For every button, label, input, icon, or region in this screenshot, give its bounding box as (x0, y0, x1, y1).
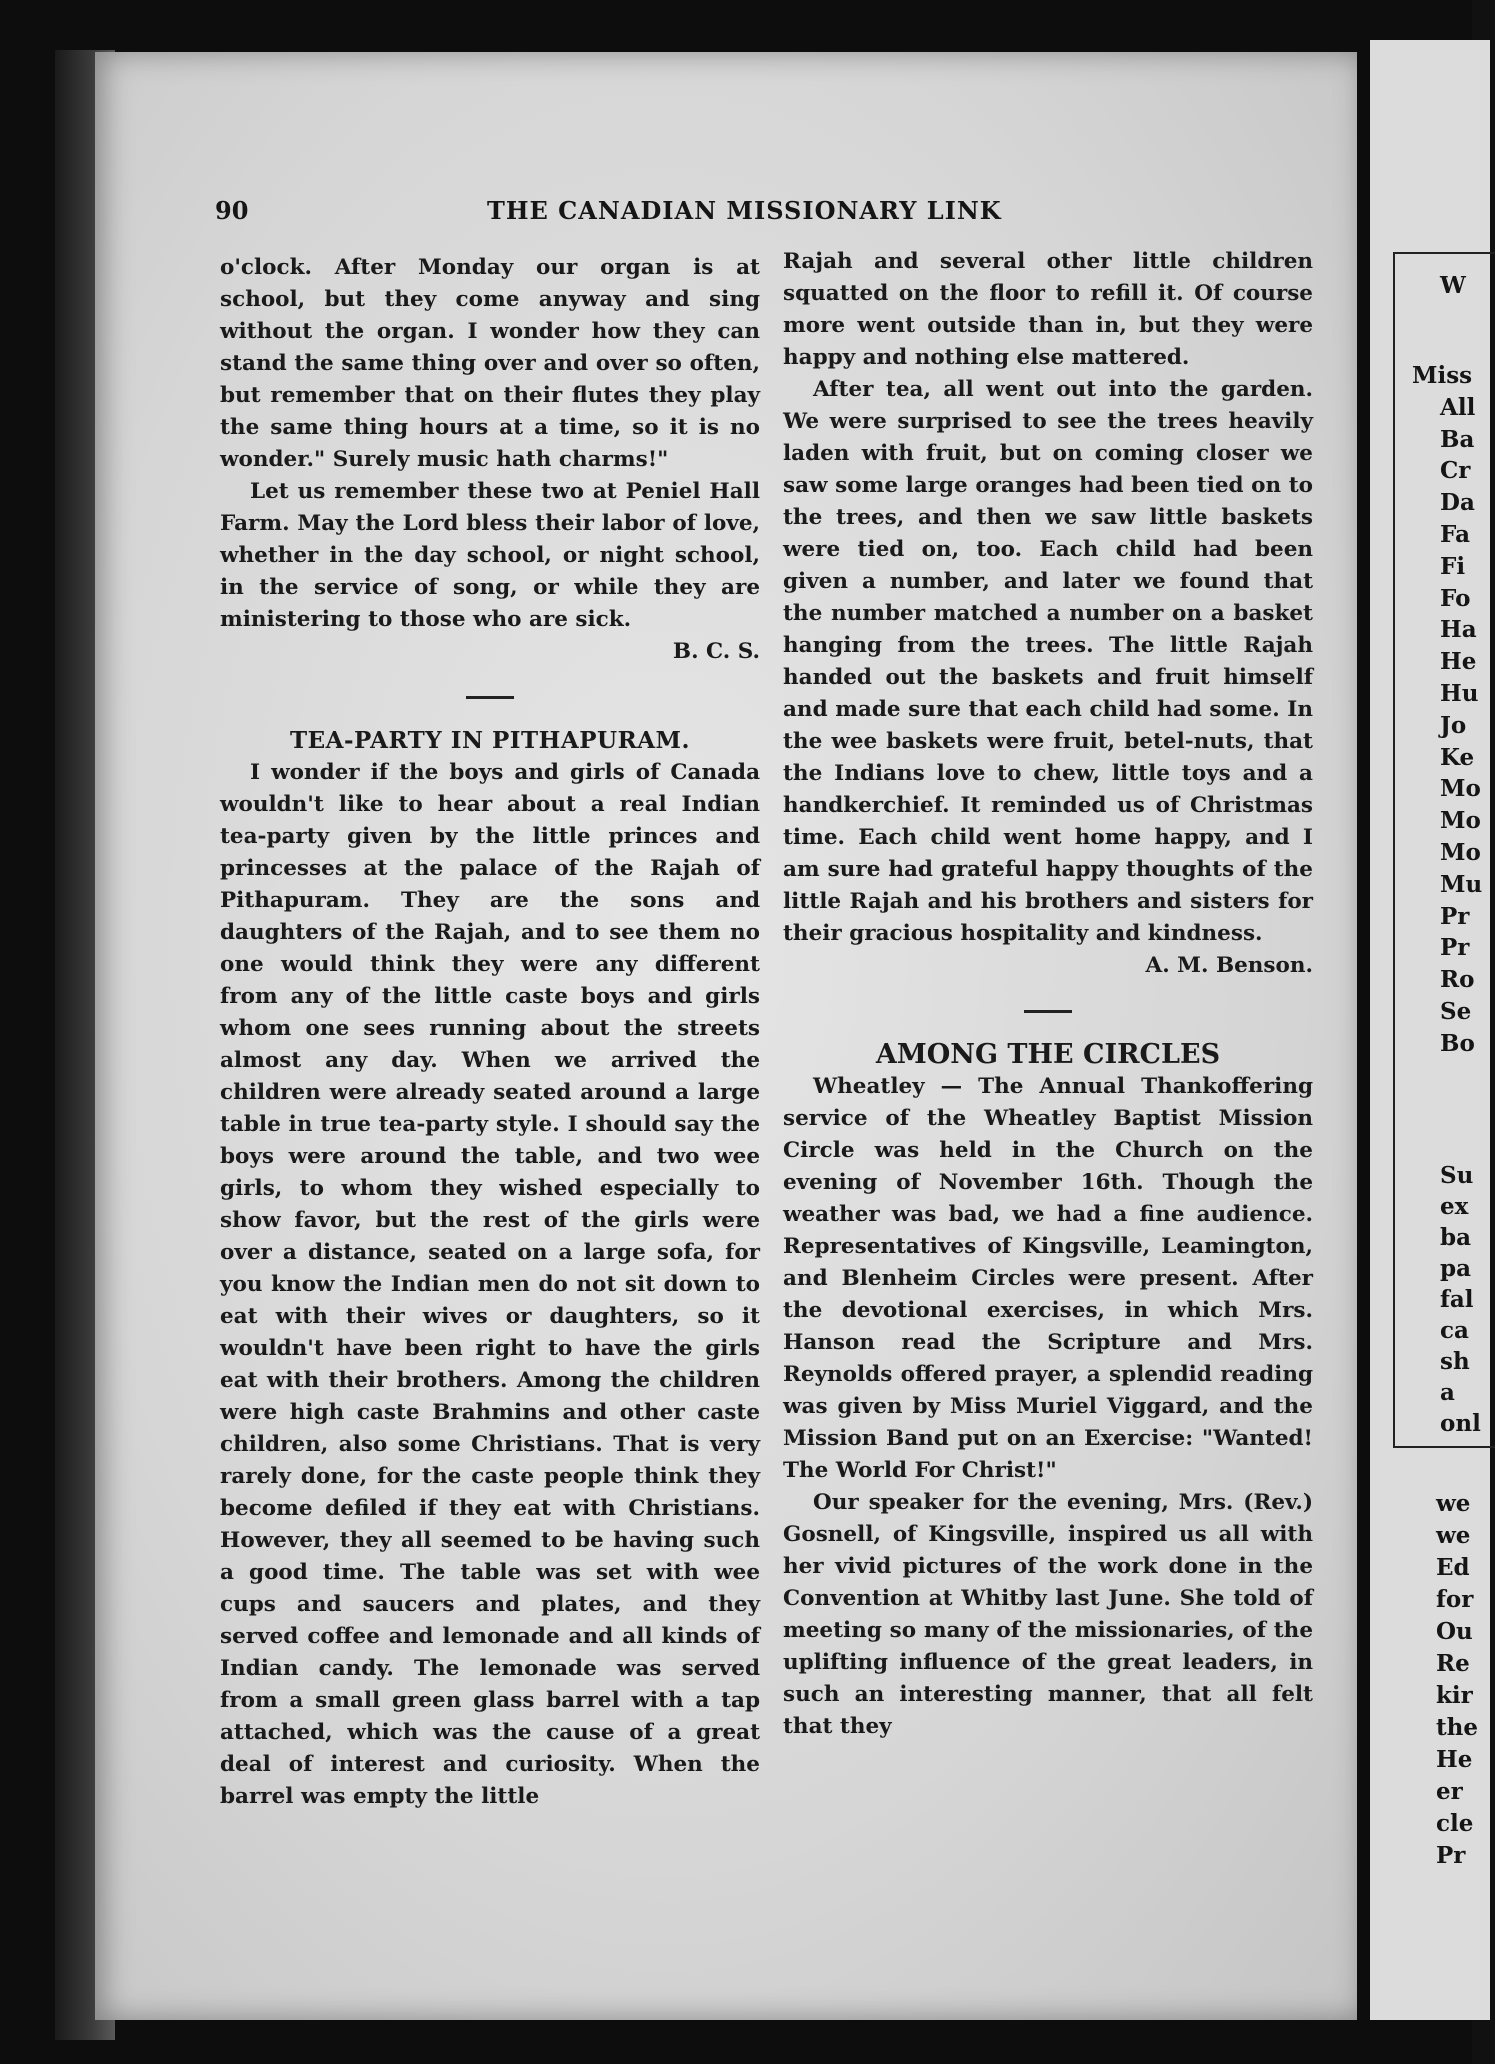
adjacent-box-item: Ha (1440, 616, 1477, 644)
adjacent-box-item: Pr (1440, 902, 1470, 930)
section-divider-right (1024, 1010, 1072, 1013)
adjacent-below-item: the (1436, 1714, 1478, 1741)
adjacent-box-item: Mo (1440, 807, 1481, 835)
adjacent-box-item: Ke (1440, 743, 1475, 771)
adjacent-box-lower-item: sh (1440, 1348, 1470, 1375)
adjacent-box-item: All (1440, 393, 1476, 421)
adjacent-box-lower-item: pa (1440, 1255, 1471, 1282)
adjacent-below-item: Ed (1436, 1554, 1470, 1581)
article-body: I wonder if the boys and girls of Canada wouldn't like to hear about a real Indian tea-party given by the little princes and princesses at the palace of the Rajah of Pithapuram. They are the sons and daughters of the Rajah, and to see them no one would think they were any different from any of the little caste boys and girls whom one sees running about the streets almost any day. When we arrived the children were already seated around a large table in true tea-party style. I should say the boys were around the table, and two wee girls, to whom they wished especially to show favor, but the rest of the girls were over a distance, seated on a large sofa, for you know the Indian men do not sit down to eat with their wives or daughters, so it wouldn't have been right to have the girls eat with their brothers. Among the children were high caste Brahmins and other caste children, also some Christians. That is very rarely done, for the caste people think they become defiled if they eat with Christians. However, they all seemed to be having such a good time. The table was set with wee cups and saucers and plates, and they served coffee and lemonade and all kinds of Indian candy. The lemonade was served from a small green glass barrel with a tap attached, which was the cause of a great deal of interest and curiosity. When the barrel was empty the little (220, 760, 760, 1809)
adjacent-box-item: Pr (1440, 934, 1470, 962)
adjacent-box-item: Fi (1440, 552, 1466, 580)
adjacent-box-item: Hu (1440, 680, 1479, 707)
signature-benson: A. M. Benson. (1145, 953, 1313, 978)
continuation-paragraph-right: Rajah and several other little children squatted on the floor to refill it. Of course more went outside than in, but they were happy and nothing else mattered. (783, 249, 1313, 370)
adjacent-box-lower-item: ca (1440, 1317, 1469, 1344)
adjacent-box-item: He (1440, 648, 1477, 676)
signature-bcs: B. C. S. (672, 639, 760, 664)
closing-paragraph: Let us remember these two at Peniel Hall Farm. May the Lord bless their labor of love, whether in the day school, or night school, in the service of song, or while they are ministering to those who are sick. (220, 479, 760, 632)
adjacent-below-item: cle (1436, 1810, 1474, 1837)
adjacent-box-item: Da (1440, 489, 1475, 517)
adjacent-below-item: for (1436, 1586, 1474, 1613)
running-title: THE CANADIAN MISSIONARY LINK (487, 196, 1002, 225)
adjacent-below-item: kir (1436, 1682, 1473, 1709)
adjacent-box-lower-item: onl (1440, 1410, 1481, 1437)
adjacent-below-item: Ou (1436, 1618, 1473, 1645)
adjacent-below-item: He (1436, 1746, 1473, 1773)
adjacent-box-lower-item: ex (1440, 1193, 1469, 1220)
adjacent-box-item: Cr (1440, 457, 1471, 485)
adjacent-below-item: we (1436, 1522, 1471, 1549)
adjacent-below-item: Pr (1436, 1842, 1466, 1869)
section-divider (466, 696, 514, 699)
adjacent-box-item: Bo (1440, 1029, 1475, 1057)
adjacent-box-title: W (1440, 272, 1466, 299)
garden-paragraph: After tea, all went out into the garden. We were surprised to see the trees heavily laden with fruit, but on coming closer we saw some large oranges had been tied on to the trees, and then we saw little baskets were tied on, too. Each child had been given a number, and later we found that the number matched a number on a basket hanging from the trees. The little Rajah handed out the baskets and fruit himself and made sure that each child had some. In the wee baskets were fruit, betel-nuts, that the Indians love to chew, little toys and a handkerchief. It reminded us of Christmas time. Each child went home happy, and I am sure had grateful happy thoughts of the little Rajah and his brothers and sisters for their gracious hospitality and kindness. (783, 377, 1313, 946)
speaker-paragraph: Our speaker for the evening, Mrs. (Rev.) Gosnell, of Kingsville, inspired us all with her vivid pictures of the work done in the Convention at Whitby last June. She told of meeting so many of the missionaries, of the uplifting influence of the great leaders, in such an interesting manner, that all felt that they (783, 1490, 1313, 1739)
adjacent-box-lower-item: ba (1440, 1224, 1471, 1251)
adjacent-box-item: Miss (1412, 362, 1473, 389)
adjacent-box-item: Ro (1440, 966, 1475, 994)
adjacent-below-item: we (1436, 1490, 1471, 1517)
continuation-paragraph: o'clock. After Monday our organ is at school, but they come anyway and sing without the organ. I wonder how they can stand the same thing over and over so often, but remember that on their flutes they play the same thing hours at a time, so it is no wonder." Surely music hath charms!" (220, 255, 760, 472)
adjacent-box-item: Fa (1440, 521, 1470, 548)
left-column (220, 252, 760, 1813)
adjacent-box-item: Mo (1440, 775, 1481, 803)
adjacent-box-item: Se (1440, 998, 1472, 1025)
adjacent-box-lower-item: a (1440, 1379, 1455, 1406)
wheatley-paragraph: Wheatley — The Annual Thankoffering service of the Wheatley Baptist Mission Circle was held in the Church on the evening of November 16th. Though the weather was bad, we had a fine audience. Representatives of Kingsville, Leamington, and Blenheim Circles were present. After the devotional exercises, in which Mrs. Hanson read the Scripture and Mrs. Reynolds offered prayer, a splendid reading was given by Miss Muriel Viggard, and the Mission Band put on an Exercise: "Wanted! The World For Christ!" (783, 1074, 1313, 1483)
adjacent-box-item: Fo (1440, 584, 1471, 612)
adjacent-box-lower-item: fal (1440, 1286, 1474, 1313)
adjacent-box-lower-item: Su (1440, 1162, 1474, 1189)
right-column (783, 246, 1313, 1743)
adjacent-box-item: Ba (1440, 425, 1475, 453)
adjacent-box-item: Jo (1440, 711, 1467, 739)
adjacent-box-item: Mu (1440, 870, 1483, 898)
circles-heading: AMONG THE CIRCLES (875, 1039, 1221, 1070)
article-heading: TEA-PARTY IN PITHAPURAM. (289, 727, 691, 754)
adjacent-below-item: er (1436, 1778, 1463, 1805)
adjacent-box-item: Mo (1440, 839, 1481, 866)
adjacent-below-item: Re (1436, 1650, 1470, 1677)
page-number: 90 (215, 196, 249, 225)
